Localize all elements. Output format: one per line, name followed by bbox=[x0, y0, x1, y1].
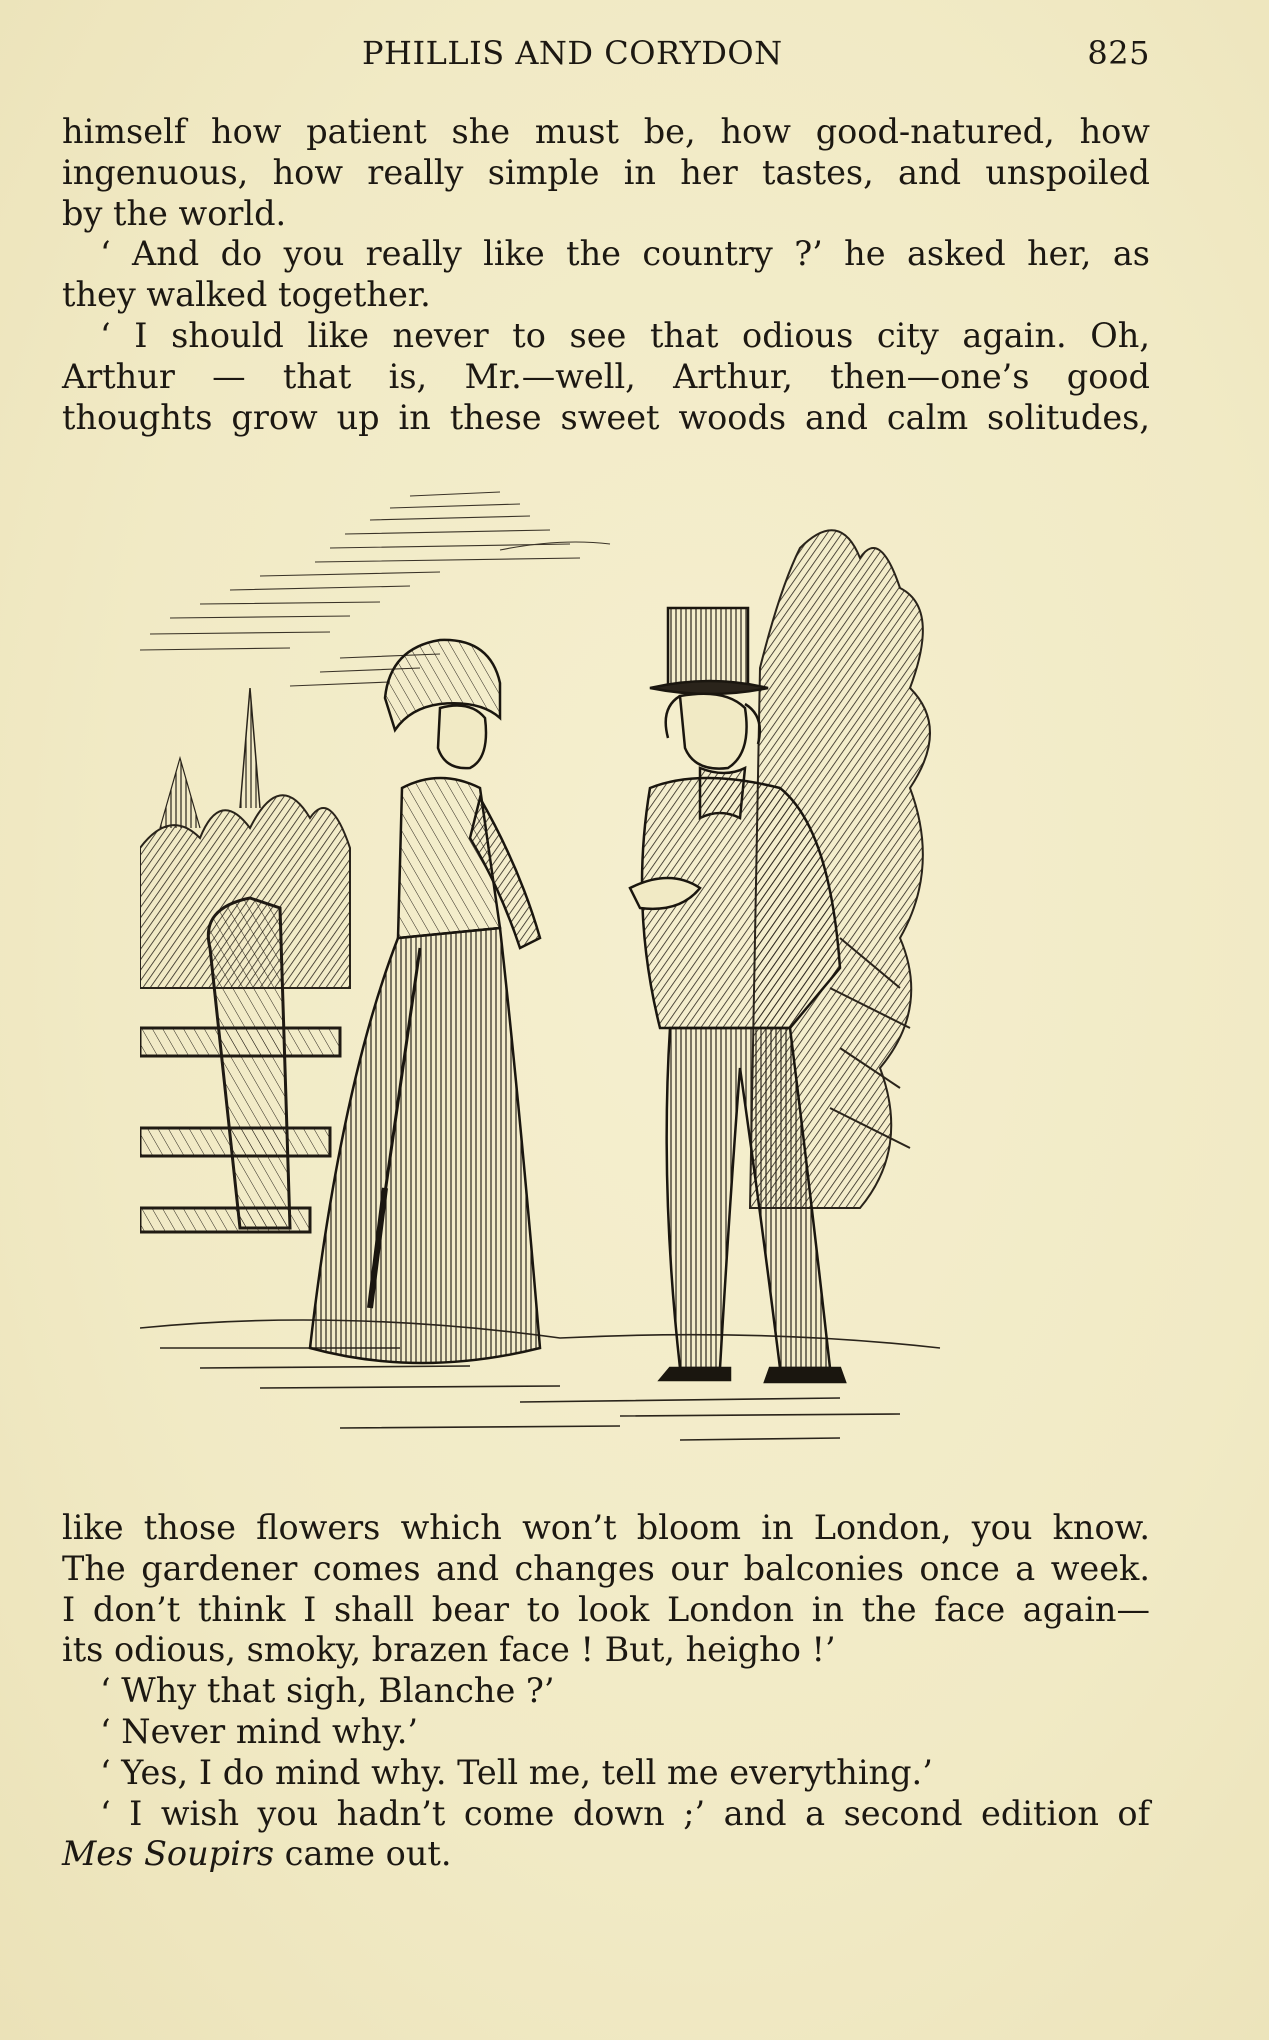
text-line: ‘ Why that sigh, Blanche ?’ bbox=[100, 1671, 555, 1711]
paragraph-block-bottom bbox=[62, 1508, 1150, 1875]
text-fragment: came out. bbox=[274, 1834, 452, 1874]
text-line: ‘ I should like never to see that odious city again. Oh, bbox=[100, 315, 1150, 355]
text-line: himself how patient she must be, how good-natured, how bbox=[62, 112, 1150, 151]
text-line: thoughts grow up in these sweet woods and calm solitudes, bbox=[62, 397, 1150, 437]
sky-hatching bbox=[140, 492, 610, 686]
text-line-last bbox=[62, 1834, 1150, 1875]
italic-title: Mes Soupirs bbox=[62, 1834, 275, 1874]
text-line: I don’t think I shall bear to look London in the face again— bbox=[62, 1589, 1150, 1629]
text-line: ingenuous, how really simple in her tastes, and unspoiled bbox=[62, 152, 1150, 192]
engraving-illustration bbox=[140, 468, 1020, 1468]
paragraph-block-top bbox=[62, 112, 1150, 438]
text-line: ‘ I wish you hadn’t come down ;’ and a second edition of bbox=[100, 1793, 1150, 1833]
text-line: ‘ And do you really like the country ?’ he asked her, as bbox=[100, 234, 1150, 274]
text-line: they walked together. bbox=[62, 275, 431, 315]
text-line: The gardener comes and changes our balconies once a week. bbox=[62, 1548, 1150, 1588]
running-title: PHILLIS AND CORYDON bbox=[362, 34, 783, 72]
text-line: ‘ Yes, I do mind why. Tell me, tell me everything.’ bbox=[100, 1752, 933, 1792]
page-number: 825 bbox=[1087, 34, 1150, 72]
text-line: by the world. bbox=[62, 193, 287, 233]
text-line: ‘ Never mind why.’ bbox=[100, 1711, 419, 1751]
text-line: its odious, smoky, brazen face ! But, heigho !’ bbox=[62, 1630, 836, 1670]
running-head bbox=[62, 34, 1150, 74]
woman-figure bbox=[310, 640, 540, 1363]
text-line: like those flowers which won’t bloom in London, you know. bbox=[62, 1508, 1150, 1547]
text-line: Arthur — that is, Mr.—well, Arthur, then—one’s good bbox=[62, 356, 1150, 396]
